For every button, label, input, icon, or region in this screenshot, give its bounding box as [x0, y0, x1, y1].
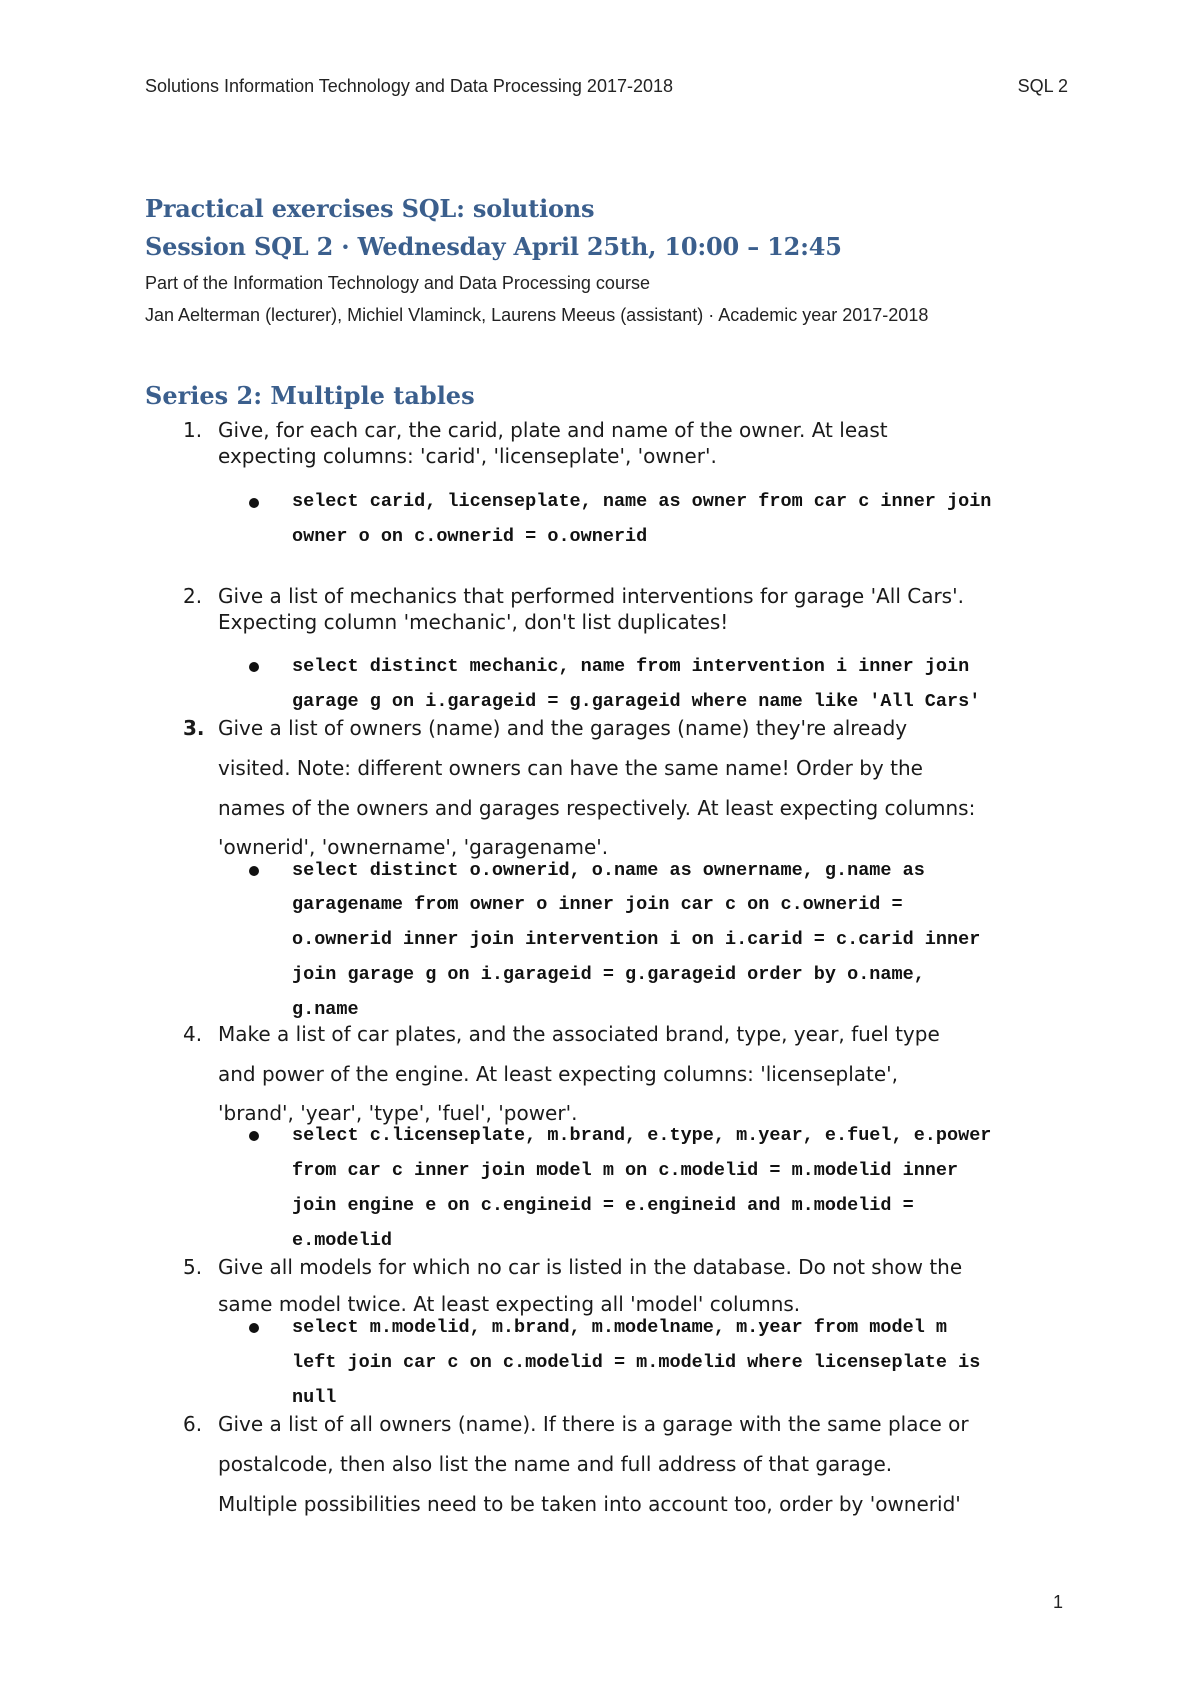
sql-line: garagename from owner o inner join car c on c.ownerid = — [292, 894, 903, 915]
sql-line: select distinct o.ownerid, o.name as ownername, g.name as — [292, 860, 925, 881]
sql-line: null — [292, 1387, 337, 1408]
course-line: Part of the Information Technology and Data Processing course — [145, 273, 650, 293]
session-subtitle: Session SQL 2 · Wednesday April 25th, 10:00 – 12:45 — [145, 232, 842, 261]
question-text-line: Give, for each car, the carid, plate and name of the owner. At least — [218, 418, 888, 442]
question-text-line: Give all models for which no car is listed in the database. Do not show the — [218, 1255, 963, 1279]
question-text-line: names of the owners and garages respectively. At least expecting columns: — [218, 796, 976, 820]
question-text-line: same model twice. At least expecting all 'model' columns. — [218, 1292, 801, 1316]
staff-line: Jan Aelterman (lecturer), Michiel Vlaminck, Laurens Meeus (assistant) · Academic year 2017-2018 — [145, 305, 929, 325]
question-text-line: Make a list of car plates, and the associated brand, type, year, fuel type — [218, 1022, 940, 1046]
sql-line: e.modelid — [292, 1230, 392, 1251]
question-text-line: postalcode, then also list the name and full address of that garage. — [218, 1452, 893, 1476]
sql-line: select carid, licenseplate, name as owner from car c inner join — [292, 491, 992, 512]
running-header-section: SQL 2 — [1017, 76, 1068, 96]
question-number: 2. — [183, 584, 203, 608]
bullet-icon — [249, 866, 259, 876]
question-text-line: visited. Note: different owners can have the same name! Order by the — [218, 756, 923, 780]
running-header-title: Solutions Information Technology and Data Processing 2017-2018 — [145, 76, 674, 96]
question-number: 5. — [183, 1255, 203, 1279]
series-heading: Series 2: Multiple tables — [145, 381, 475, 410]
question-text-line: Give a list of mechanics that performed interventions for garage 'All Cars'. — [218, 584, 964, 608]
bullet-icon — [249, 498, 259, 508]
question-number: 4. — [183, 1022, 203, 1046]
sql-line: select c.licenseplate, m.brand, e.type, m.year, e.fuel, e.power — [292, 1125, 992, 1146]
question-text-line: Multiple possibilities need to be taken into account too, order by 'ownerid' — [218, 1492, 961, 1516]
sql-line: left join car c on c.modelid = m.modelid where licenseplate is — [292, 1352, 981, 1373]
page-number: 1 — [1052, 1592, 1063, 1612]
question-text-line: 'ownerid', 'ownername', 'garagename'. — [218, 835, 609, 859]
bullet-icon — [249, 1131, 259, 1141]
question-number: 1. — [183, 418, 203, 442]
sql-line: g.name — [292, 999, 359, 1020]
question-text-line: and power of the engine. At least expecting columns: 'licenseplate', — [218, 1062, 899, 1086]
sql-line: join garage g on i.garageid = g.garageid order by o.name, — [292, 964, 925, 985]
sql-line: select m.modelid, m.brand, m.modelname, m.year from model m — [292, 1317, 948, 1338]
question-text-line: Expecting column 'mechanic', don't list duplicates! — [218, 610, 729, 634]
question-number: 6. — [183, 1412, 203, 1436]
question-text-line: 'brand', 'year', 'type', 'fuel', 'power'. — [218, 1101, 578, 1125]
sql-line: select distinct mechanic, name from intervention i inner join — [292, 656, 970, 677]
question-text-line: expecting columns: 'carid', 'licenseplate', 'owner'. — [218, 444, 717, 468]
sql-line: from car c inner join model m on c.modelid = m.modelid inner — [292, 1160, 959, 1181]
sql-line: join engine e on c.engineid = e.engineid and m.modelid = — [292, 1195, 914, 1216]
sql-line: o.ownerid inner join intervention i on i.carid = c.carid inner — [292, 929, 981, 950]
bullet-icon — [249, 662, 259, 672]
bullet-icon — [249, 1323, 259, 1333]
question-text-line: Give a list of all owners (name). If there is a garage with the same place or — [218, 1412, 969, 1436]
document-title: Practical exercises SQL: solutions — [145, 194, 595, 223]
sql-line: owner o on c.ownerid = o.ownerid — [292, 526, 648, 547]
question-number: 3. — [183, 716, 205, 740]
sql-line: garage g on i.garageid = g.garageid where name like 'All Cars' — [292, 691, 981, 712]
question-text-line: Give a list of owners (name) and the garages (name) they're already — [218, 716, 908, 740]
